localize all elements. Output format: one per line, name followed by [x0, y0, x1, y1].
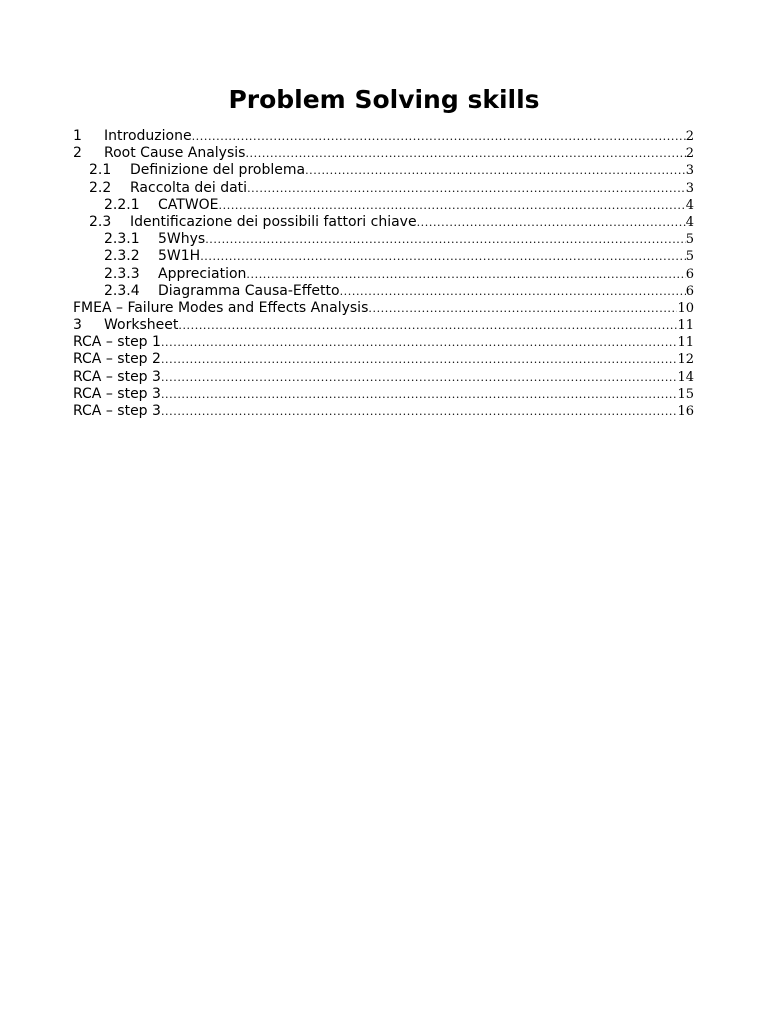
toc-entry[interactable] [73, 334, 694, 351]
toc-dot-leader [200, 250, 686, 263]
toc-entry-title: Introduzione [104, 128, 192, 144]
document-title: Problem Solving skills [228, 85, 540, 114]
toc-entry[interactable] [73, 128, 694, 145]
toc-dot-leader [192, 130, 686, 143]
toc-entry[interactable] [73, 145, 694, 162]
toc-entry-page: 5 [685, 232, 694, 248]
toc-dot-leader [245, 147, 685, 160]
toc-entry-number: 2.3.1 [104, 231, 140, 248]
toc-entry[interactable] [73, 317, 694, 334]
toc-entry-title: 5Whys [158, 231, 206, 248]
toc-entry[interactable] [73, 248, 694, 265]
toc-entry-title: Root Cause Analysis [104, 145, 246, 162]
toc-entry[interactable] [73, 386, 694, 403]
toc-dot-leader [178, 319, 677, 332]
toc-entry-page: 11 [677, 335, 694, 351]
toc-entry-page: 4 [685, 197, 694, 213]
toc-entry-title: Identificazione dei possibili fattori chiave [130, 213, 417, 230]
toc-dot-leader [205, 233, 686, 246]
toc-dot-leader [161, 405, 678, 418]
toc-entry-number: 2.1 [89, 162, 112, 179]
toc-entry-title: RCA – step 3 [73, 403, 161, 419]
toc-dot-leader [417, 216, 686, 229]
toc-entry-title: Definizione del problema [130, 162, 306, 179]
table-of-contents [73, 128, 694, 420]
toc-dot-leader [247, 182, 686, 195]
toc-dot-leader [246, 268, 685, 281]
toc-entry[interactable] [73, 266, 694, 283]
toc-entry[interactable] [73, 403, 694, 420]
toc-entry-number: 2.3.2 [104, 248, 140, 265]
toc-entry-number: 1 [73, 128, 82, 144]
toc-dot-leader [340, 285, 686, 298]
toc-entry-title: Worksheet [104, 317, 179, 334]
toc-entry-title: FMEA – Failure Modes and Effects Analysis [73, 299, 369, 316]
toc-dot-leader [161, 371, 678, 384]
toc-entry-title: 5W1H [158, 248, 201, 265]
toc-entry[interactable] [73, 180, 694, 197]
toc-entry-page: 10 [677, 300, 694, 316]
toc-dot-leader [219, 199, 686, 212]
toc-entry[interactable] [73, 369, 694, 386]
toc-entry-title: Raccolta dei dati [130, 179, 248, 196]
toc-entry[interactable] [73, 197, 694, 214]
toc-entry-title: Diagramma Causa-Effetto [158, 282, 340, 299]
toc-dot-leader [368, 302, 677, 315]
toc-entry-page: 16 [677, 404, 694, 419]
toc-entry-page: 2 [685, 129, 694, 144]
toc-entry-number: 2.2 [89, 179, 112, 196]
toc-entry-title: RCA – step 2 [73, 351, 161, 368]
toc-entry-number: 3 [73, 317, 82, 334]
toc-entry-title: RCA – step 1 [73, 334, 161, 351]
toc-entry[interactable] [73, 300, 694, 317]
toc-entry-number: 2.3.3 [104, 265, 140, 282]
toc-entry-page: 6 [685, 283, 694, 299]
toc-entry-number: 2.2.1 [104, 196, 140, 213]
toc-dot-leader [161, 388, 678, 401]
toc-entry-page: 3 [685, 180, 694, 196]
toc-dot-leader [305, 164, 686, 177]
toc-entry-number: 2.3.4 [104, 282, 140, 299]
toc-entry-page: 11 [677, 318, 694, 334]
toc-entry-title: RCA – step 3 [73, 368, 161, 385]
toc-entry-page: 6 [685, 266, 694, 282]
toc-dot-leader [161, 353, 678, 366]
toc-entry-title: RCA – step 3 [73, 385, 161, 402]
toc-entry-number: 2.3 [89, 213, 112, 230]
toc-entry[interactable] [73, 231, 694, 248]
toc-entry-page: 2 [685, 146, 694, 162]
toc-entry-page: 14 [677, 369, 694, 385]
toc-entry-title: Appreciation [158, 265, 247, 282]
toc-entry-page: 5 [685, 249, 694, 265]
toc-entry-title: CATWOE [158, 196, 219, 213]
toc-entry-number: 2 [73, 145, 82, 162]
toc-entry-page: 4 [685, 214, 694, 230]
toc-entry-page: 15 [677, 386, 694, 402]
toc-dot-leader [161, 336, 678, 349]
toc-entry-page: 3 [685, 163, 694, 179]
toc-entry[interactable] [73, 283, 694, 300]
toc-entry[interactable] [73, 162, 694, 179]
toc-entry-page: 12 [677, 352, 694, 368]
toc-entry[interactable] [73, 351, 694, 368]
toc-entry[interactable] [73, 214, 694, 231]
